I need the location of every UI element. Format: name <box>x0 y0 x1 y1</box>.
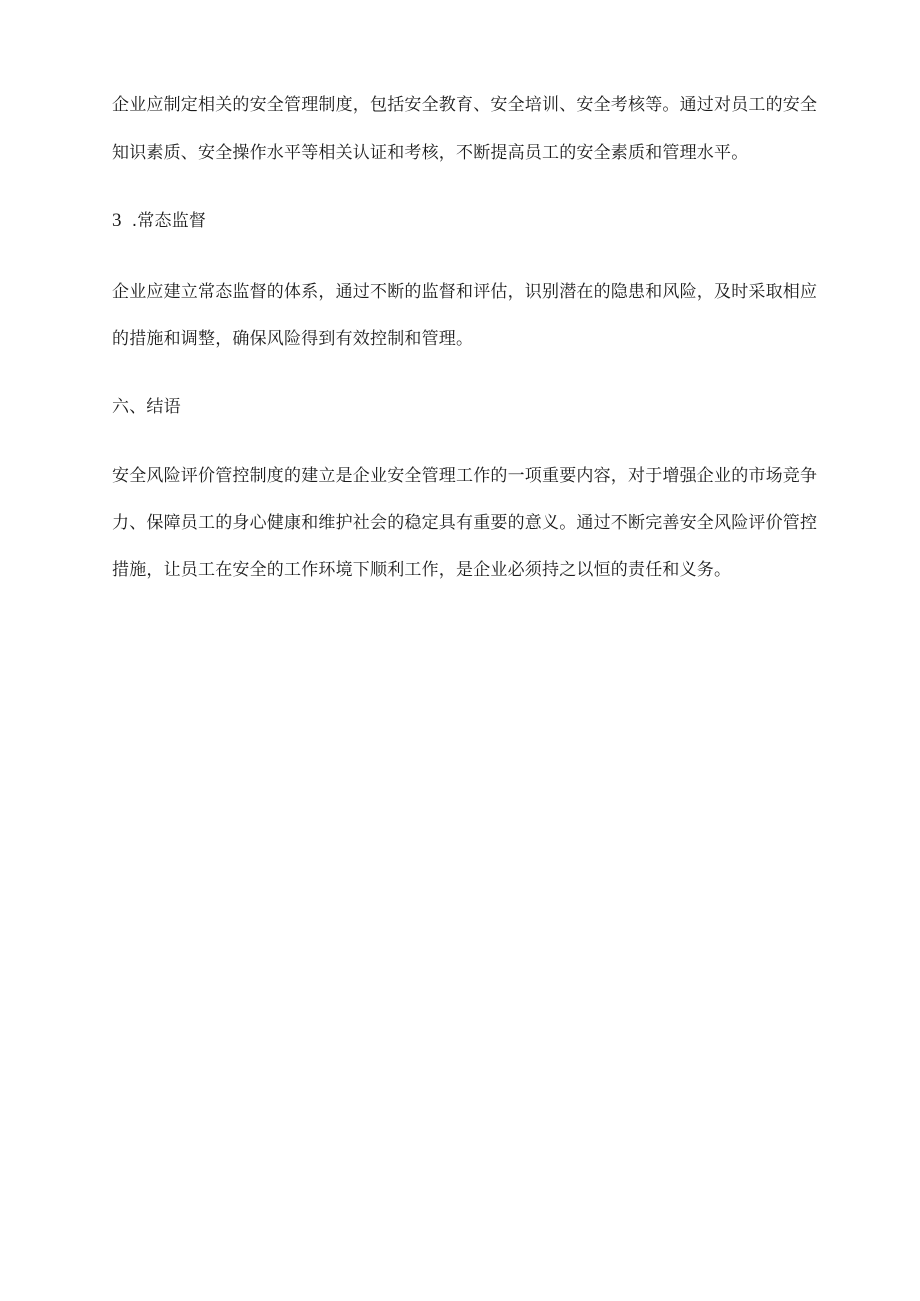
paragraph-line: 知识素质、安全操作水平等相关认证和考核，不断提高员工的安全素质和管理水平。 <box>112 143 749 163</box>
paragraph-line: 安全风险评价管控制度的建立是企业安全管理工作的一项重要内容，对于增强企业的市场竞争 <box>112 466 818 486</box>
paragraph-line: 措施，让员工在安全的工作环境下顺利工作，是企业必须持之以恒的责任和义务。 <box>112 560 732 580</box>
paragraph-line: 力、保障员工的身心健康和维护社会的稳定具有重要的意义。通过不断完善安全风险评价管控 <box>112 513 818 533</box>
section-number: 3 <box>112 210 122 231</box>
section-title: .常态监督 <box>131 211 207 231</box>
section-heading-6: 六、结语 <box>112 397 181 417</box>
paragraph-line: 企业应建立常态监督的体系，通过不断的监督和评估，识别潜在的隐患和风险，及时采取相应 <box>112 282 818 302</box>
paragraph-line: 企业应制定相关的安全管理制度，包括安全教育、安全培训、安全考核等。通过对员工的安全 <box>112 95 818 115</box>
section-heading-3 <box>112 210 812 232</box>
paragraph-line: 的措施和调整，确保风险得到有效控制和管理。 <box>112 329 474 349</box>
